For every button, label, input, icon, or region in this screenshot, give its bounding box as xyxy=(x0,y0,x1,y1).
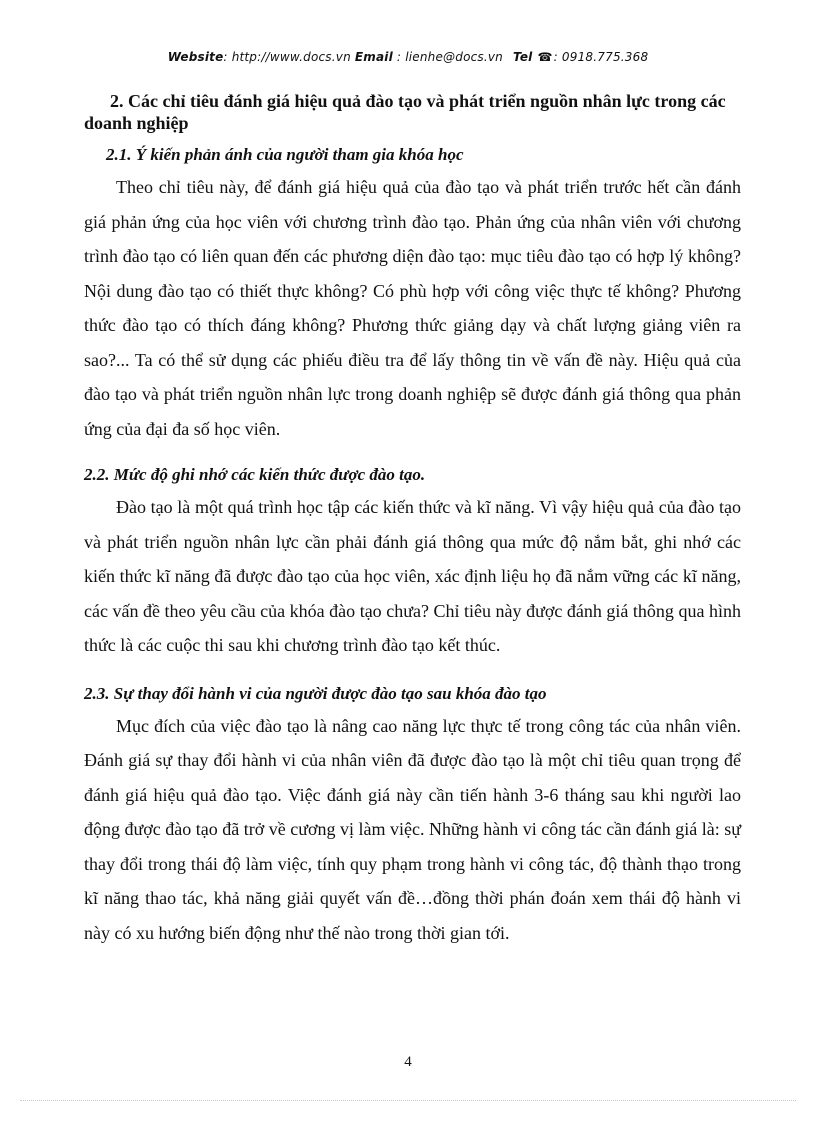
page-header xyxy=(0,50,816,64)
page-number: 4 xyxy=(404,1054,412,1070)
subsection-heading-2-1: 2.1. Ý kiến phản ánh của người tham gia khóa học xyxy=(106,145,464,164)
website-separator: : xyxy=(223,50,232,64)
document-body xyxy=(84,90,741,950)
subsection-paragraph-2-1: Theo chỉ tiêu này, để đánh giá hiệu quả của đào tạo và phát triển trước hết cần đánh giá phản ứng của học viên với chương trình đào tạo. Phản ứng của nhân viên với chương trình đào tạo có liên quan đến các phương diện đào tạo: mục tiêu đào tạo có hợp lý không? Nội dung đào tạo có thiết thực không? Có phù hợp với công việc thực tế không? Phương thức đào tạo có thích đáng không? Phương thức giảng dạy và chất lượng giảng viên ra sao?... Ta có thể sử dụng các phiếu điều tra để lấy thông tin về vấn đề này. Hiệu quả của đào tạo và phát triển nguồn nhân lực trong doanh nghiệp sẽ được đánh giá thông qua phản ứng của đại đa số học viên. xyxy=(84,177,741,439)
email-separator: : xyxy=(392,50,406,64)
phone-icon: ☎ xyxy=(537,50,553,64)
website-label: Website xyxy=(167,50,224,64)
email-address: lienhe@docs.vn xyxy=(405,50,503,64)
subsection-heading-2-3: 2.3. Sự thay đổi hành vi của người được đào tạo sau khóa đào tạo xyxy=(84,683,547,703)
email-label: Email xyxy=(354,50,393,64)
tel-label: Tel xyxy=(513,50,533,64)
bottom-divider xyxy=(20,1100,796,1101)
tel-number: : 0918.775.368 xyxy=(553,50,649,64)
subsection-heading-2-2: 2.2. Mức độ ghi nhớ các kiến thức được đào tạo. xyxy=(84,465,426,484)
section-title: 2. Các chỉ tiêu đánh giá hiệu quả đào tạo và phát triển nguồn nhân lực trong các doanh nghiệp xyxy=(84,91,726,133)
subsection-paragraph-2-2: Đào tạo là một quá trình học tập các kiến thức và kĩ năng. Vì vậy hiệu quả của đào tạo và phát triển nguồn nhân lực cần phải đánh giá thông qua mức độ nắm bắt, ghi nhớ các kiến thức kĩ năng đã được đào tạo của học viên, xác định liệu họ đã nắm vững các kĩ năng, các vấn đề theo yêu cầu của khóa đào tạo chưa? Chỉ tiêu này được đánh giá thông qua hình thức là các cuộc thi sau khi chương trình đào tạo kết thúc. xyxy=(84,497,741,655)
website-url: http://www.docs.vn xyxy=(231,50,351,64)
subsection-paragraph-2-3: Mục đích của việc đào tạo là nâng cao năng lực thực tế trong công tác của nhân viên. Đánh giá sự thay đổi hành vi của nhân viên đã được đào tạo là một chỉ tiêu quan trọng để đánh giá hiệu quả đào tạo. Việc đánh giá này cần tiến hành 3-6 tháng sau khi người lao động được đào tạo đã trở về cương vị làm việc. Những hành vi công tác cần đánh giá là: sự thay đổi trong thái độ làm việc, tính quy phạm trong hành vi công tác, độ thành thạo trong kĩ năng thao tác, khả năng giải quyết vấn đề…đồng thời phán đoán xem thái độ hành vi này có xu hướng biến động như thế nào trong thời gian tới. xyxy=(84,715,741,943)
